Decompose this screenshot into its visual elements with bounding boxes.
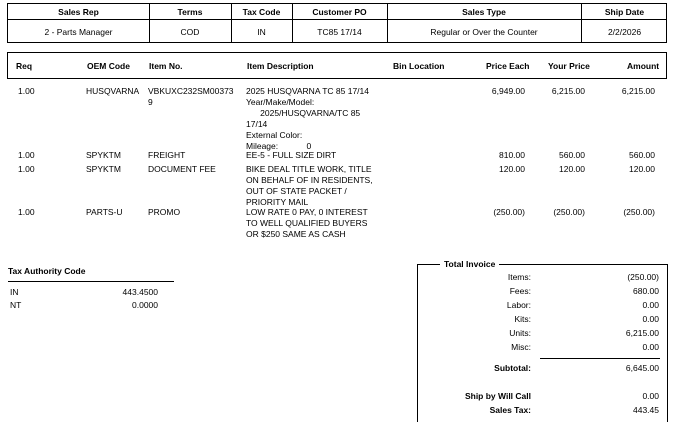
- subtotal-label: Subtotal:: [494, 363, 531, 373]
- item-price-each: (250.00): [493, 207, 525, 217]
- total-value: 0.00: [642, 342, 659, 352]
- header-sales-rep-label: Sales Rep: [58, 6, 99, 17]
- header-values-row: [8, 20, 666, 43]
- total-invoice-box: [417, 264, 668, 422]
- header-labels-row: [8, 4, 666, 20]
- header-ship-date-label: Ship Date: [604, 6, 645, 17]
- item-no: PROMO: [148, 207, 181, 217]
- total-label: Labor:: [506, 300, 531, 310]
- item-req: 1.00: [18, 86, 35, 96]
- col-your-price: Your Price: [548, 61, 590, 71]
- item-amount: (250.00): [623, 207, 655, 217]
- total-value: 0.00: [642, 314, 659, 324]
- header-sales-type-value: Regular or Over the Counter: [430, 26, 538, 37]
- item-no: FREIGHT: [148, 150, 186, 160]
- header-sales-rep-value: 2 - Parts Manager: [44, 26, 113, 37]
- total-value: (250.00): [627, 272, 659, 282]
- sales-tax-value: 443.45: [633, 405, 659, 415]
- item-description: BIKE DEAL TITLE WORK, TITLE ON BEHALF OF IN RESIDENTS, OUT OF STATE PACKET / PRIORITY MAIL: [246, 164, 373, 207]
- item-oem: PARTS-U: [86, 207, 123, 217]
- item-amount: 120.00: [629, 164, 655, 174]
- sales-tax-label: Sales Tax:: [489, 405, 531, 415]
- header-customer-po-value: TC85 17/14: [317, 26, 362, 37]
- total-value: 6,215.00: [625, 328, 659, 338]
- item-oem: HUSQVARNA: [86, 86, 140, 96]
- total-label: Units:: [509, 328, 531, 338]
- item-oem: SPYKTM: [86, 150, 121, 160]
- col-amount: Amount: [627, 61, 660, 71]
- item-price-each: 810.00: [499, 150, 525, 160]
- header-tax-code-value: IN: [257, 26, 266, 37]
- subtotal-value: 6,645.00: [625, 363, 659, 373]
- tax-authority-rate: 443.4500: [122, 287, 158, 297]
- header-ship-date-value: 2/2/2026: [607, 26, 642, 37]
- col-oem-code: OEM Code: [87, 61, 130, 71]
- item-amount: 560.00: [629, 150, 655, 160]
- item-your-price: (250.00): [553, 207, 585, 217]
- item-price-each: 120.00: [499, 164, 525, 174]
- col-req: Req: [16, 61, 33, 71]
- item-req: 1.00: [18, 150, 35, 160]
- item-req: 1.00: [18, 164, 35, 174]
- item-req: 1.00: [18, 207, 35, 217]
- total-value: 680.00: [633, 286, 659, 296]
- total-value: 0.00: [642, 300, 659, 310]
- item-no: DOCUMENT FEE: [148, 164, 216, 174]
- header-terms-label: Terms: [177, 6, 203, 17]
- total-label: Items:: [507, 272, 531, 282]
- tax-authority-rate: 0.0000: [132, 300, 158, 310]
- header-customer-po-label: Customer PO: [312, 6, 367, 17]
- tax-authority-code: NT: [10, 300, 22, 310]
- item-oem: SPYKTM: [86, 164, 121, 174]
- item-description: 2025 HUSQVARNA TC 85 17/14 Year/Make/Model: 2025/HUSQVARNA/TC 85 17/14 External Color: Mileage: 0: [246, 86, 370, 151]
- total-label: Kits:: [514, 314, 531, 324]
- item-amount: 6,215.00: [621, 86, 655, 96]
- total-label: Fees:: [509, 286, 531, 296]
- col-price-each: Price Each: [486, 61, 530, 71]
- item-description: EE-5 - FULL SIZE DIRT: [246, 150, 337, 160]
- header-sales-type-label: Sales Type: [462, 6, 506, 17]
- item-no: VBKUXC232SM00373 9: [148, 86, 234, 107]
- ship-value: 0.00: [642, 391, 659, 401]
- col-bin-location: Bin Location: [393, 61, 445, 71]
- col-item-description: Item Description: [247, 61, 314, 71]
- total-invoice-title: Total Invoice: [440, 259, 499, 269]
- tax-authority-title: Tax Authority Code: [8, 266, 86, 276]
- subtotal-divider: [540, 358, 660, 359]
- tax-authority-divider: [8, 281, 174, 282]
- ship-label: Ship by Will Call: [464, 391, 531, 401]
- line-items-header: [7, 52, 667, 79]
- tax-authority-code: IN: [10, 287, 19, 297]
- total-label: Misc:: [511, 342, 531, 352]
- item-your-price: 560.00: [559, 150, 585, 160]
- item-price-each: 6,949.00: [491, 86, 525, 96]
- col-item-no: Item No.: [149, 61, 183, 71]
- header-terms-value: COD: [180, 26, 200, 37]
- item-your-price: 6,215.00: [551, 86, 585, 96]
- header-tax-code-label: Tax Code: [242, 6, 281, 17]
- invoice-header-table: [7, 3, 667, 43]
- item-description: LOW RATE 0 PAY, 0 INTEREST TO WELL QUALIFIED BUYERS OR $250 SAME AS CASH: [246, 207, 368, 239]
- item-your-price: 120.00: [559, 164, 585, 174]
